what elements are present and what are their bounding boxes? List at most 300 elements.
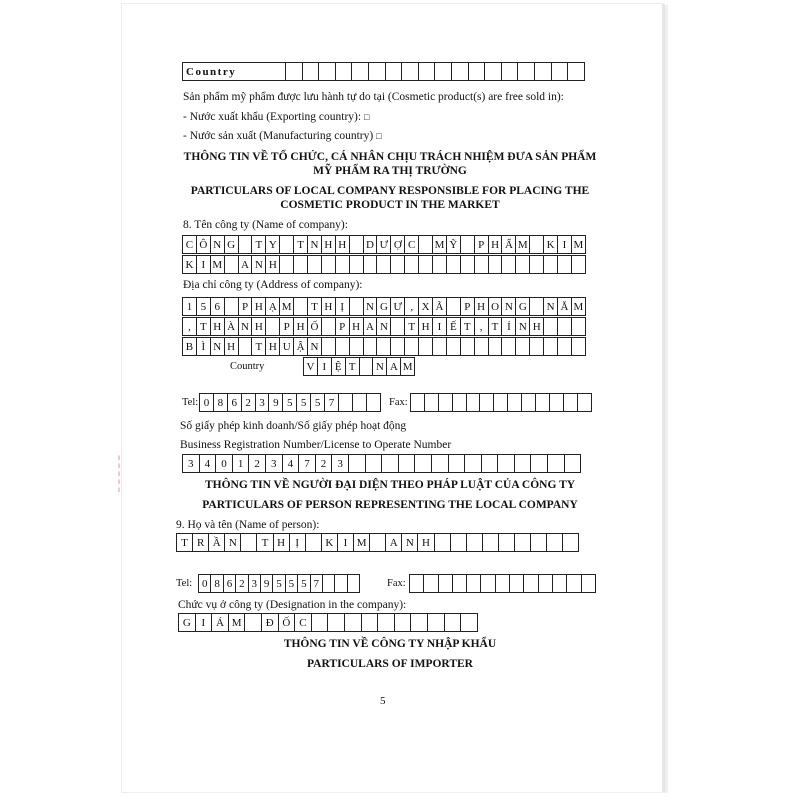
char-box[interactable]: Đ [261,613,279,632]
char-box[interactable]: 7 [310,574,323,593]
char-box[interactable] [529,337,544,356]
char-box[interactable]: H [335,235,350,254]
char-box[interactable] [414,454,432,473]
char-box[interactable]: N [210,337,225,356]
char-box[interactable] [434,62,452,81]
char-box[interactable]: C [182,235,197,254]
char-box[interactable] [495,574,510,593]
char-box[interactable]: H [251,297,266,316]
char-box[interactable]: 8 [213,393,228,412]
char-box[interactable]: Ẩ [501,235,516,254]
char-box[interactable] [551,62,569,81]
char-box[interactable]: 2 [315,454,333,473]
char-box[interactable]: B [182,337,197,356]
char-box[interactable]: M [228,613,246,632]
char-box[interactable] [452,393,467,412]
char-box[interactable] [368,62,386,81]
char-box[interactable]: N [363,297,378,316]
char-box[interactable] [404,337,419,356]
char-box[interactable]: Ã [432,297,447,316]
char-box[interactable] [534,62,552,81]
char-box[interactable]: , [474,317,489,336]
char-box[interactable] [567,62,585,81]
char-box[interactable]: A [385,533,402,552]
char-box[interactable]: 6 [210,297,225,316]
char-box[interactable] [460,255,475,274]
char-box[interactable] [363,255,378,274]
char-box[interactable] [563,393,578,412]
exporting-country-checkbox[interactable]: □ [363,112,370,122]
char-box[interactable] [335,337,350,356]
char-box[interactable] [224,297,239,316]
company-tel-label: Tel: [182,397,199,408]
char-box[interactable] [352,393,367,412]
char-box[interactable]: 1 [182,297,197,316]
char-box[interactable] [307,255,322,274]
heading-importer-vn: THÔNG TIN VỀ CÔNG TY NHẬP KHẨU [283,638,497,650]
char-box[interactable] [427,613,445,632]
char-box[interactable] [493,393,508,412]
char-box[interactable]: I [196,255,211,274]
char-box[interactable]: H [321,235,336,254]
char-box[interactable]: I [432,317,447,336]
char-box[interactable]: I [557,235,572,254]
char-box[interactable] [377,613,395,632]
char-box[interactable] [446,297,461,316]
char-box[interactable]: K [321,533,338,552]
char-box[interactable]: T [307,297,322,316]
char-box[interactable]: Ỹ [446,235,461,254]
char-box[interactable]: 5 [196,297,211,316]
char-box[interactable]: N [515,317,530,336]
char-box[interactable]: K [543,235,558,254]
char-box[interactable]: Ì [196,337,211,356]
char-box[interactable] [438,393,453,412]
char-box[interactable] [514,533,531,552]
char-box[interactable] [546,533,563,552]
char-box[interactable]: P [335,317,350,336]
char-box[interactable]: 5 [272,574,285,593]
char-box[interactable] [318,62,336,81]
char-box[interactable]: O [488,297,503,316]
char-box[interactable]: 5 [296,393,311,412]
char-box[interactable] [418,337,433,356]
char-box[interactable] [418,62,436,81]
char-box[interactable]: , [404,297,419,316]
char-box[interactable] [404,255,419,274]
char-box[interactable] [359,357,374,376]
char-box[interactable]: H [349,317,364,336]
char-box[interactable] [501,337,516,356]
char-box[interactable] [381,454,399,473]
char-box[interactable] [451,62,469,81]
char-box[interactable] [335,62,353,81]
char-box[interactable]: H [273,533,290,552]
char-box[interactable]: 6 [227,393,242,412]
char-box[interactable]: M [279,297,294,316]
char-box[interactable]: H [265,337,280,356]
char-box[interactable]: M [515,235,530,254]
char-box[interactable]: Ố [278,613,296,632]
char-box[interactable] [265,317,280,336]
char-box[interactable] [410,613,428,632]
char-box[interactable]: A [238,255,253,274]
char-box[interactable] [327,613,345,632]
char-box[interactable]: H [224,337,239,356]
char-box[interactable] [366,393,381,412]
char-box[interactable] [244,613,262,632]
char-box[interactable]: 3 [255,393,270,412]
char-box[interactable] [305,533,322,552]
char-box[interactable] [385,62,403,81]
char-box[interactable] [515,337,530,356]
char-box[interactable] [482,533,499,552]
char-box[interactable] [349,297,364,316]
char-box[interactable] [529,255,544,274]
char-box[interactable] [347,574,360,593]
char-box[interactable] [557,317,572,336]
char-box[interactable]: N [372,357,387,376]
char-box[interactable] [517,62,535,81]
char-box[interactable] [514,454,532,473]
char-box[interactable] [446,337,461,356]
char-box[interactable] [488,337,503,356]
char-box[interactable] [361,613,379,632]
char-box[interactable] [543,337,558,356]
char-box[interactable]: 1 [232,454,250,473]
char-box[interactable]: X [418,297,433,316]
char-box[interactable] [466,574,481,593]
char-box[interactable] [349,337,364,356]
char-box[interactable]: 0 [199,393,214,412]
char-box[interactable]: C [294,613,312,632]
char-box[interactable] [460,235,475,254]
manufacturing-country-checkbox[interactable]: □ [376,131,382,141]
char-box[interactable]: T [256,533,273,552]
char-box[interactable] [322,574,335,593]
char-box[interactable]: I [317,357,332,376]
char-box[interactable] [335,255,350,274]
char-box[interactable] [571,337,586,356]
char-box[interactable] [581,574,596,593]
char-box[interactable]: N [501,297,516,316]
char-box[interactable] [547,454,565,473]
char-box[interactable]: 3 [248,574,261,593]
char-box[interactable]: M [571,297,586,316]
char-box[interactable]: G [224,235,239,254]
char-box[interactable]: À [224,317,239,336]
char-box[interactable]: Ậ [293,337,308,356]
char-box[interactable] [418,235,433,254]
char-box[interactable]: 2 [235,574,248,593]
char-box[interactable] [474,337,489,356]
char-box[interactable]: 4 [199,454,217,473]
char-box[interactable]: A [363,317,378,336]
char-box[interactable]: Y [265,235,280,254]
char-box[interactable]: 3 [182,454,200,473]
char-box[interactable]: Ỉ [501,317,516,336]
char-box[interactable]: N [238,317,253,336]
char-box[interactable]: I [337,533,354,552]
char-box[interactable] [390,255,405,274]
char-box[interactable] [466,393,481,412]
char-box[interactable]: Ị [335,297,350,316]
char-box[interactable] [285,62,303,81]
char-box[interactable]: A [386,357,401,376]
char-box[interactable]: Á [211,613,229,632]
char-box[interactable] [549,393,564,412]
char-box[interactable] [321,317,336,336]
char-box[interactable] [321,255,336,274]
char-box[interactable]: N [251,255,266,274]
char-box[interactable] [224,255,239,274]
char-box[interactable]: R [192,533,209,552]
char-box[interactable] [390,337,405,356]
char-box[interactable]: H [418,317,433,336]
char-box[interactable] [448,454,466,473]
char-box[interactable]: 0 [198,574,211,593]
char-box[interactable] [562,533,579,552]
char-box[interactable] [434,533,451,552]
char-box[interactable]: M [571,235,586,254]
char-box[interactable]: Ă [557,297,572,316]
char-box[interactable] [438,574,453,593]
char-box[interactable] [293,255,308,274]
char-box[interactable]: H [529,317,544,336]
char-box[interactable] [344,613,362,632]
char-box[interactable]: V [303,357,318,376]
char-box[interactable]: P [474,235,489,254]
char-box[interactable] [401,62,419,81]
char-box[interactable] [410,393,425,412]
char-box[interactable] [398,454,416,473]
char-box[interactable]: M [432,235,447,254]
char-box[interactable] [238,235,253,254]
char-box[interactable]: K [182,255,197,274]
char-box[interactable]: N [401,533,418,552]
char-box[interactable] [365,454,383,473]
char-box[interactable]: U [279,337,294,356]
char-box[interactable]: 6 [223,574,236,593]
char-box[interactable]: 3 [265,454,283,473]
char-box[interactable]: Ị [289,533,306,552]
char-box[interactable] [488,255,503,274]
char-box[interactable] [390,317,405,336]
char-box[interactable] [238,337,253,356]
char-box[interactable]: T [251,337,266,356]
char-box[interactable]: 5 [310,393,325,412]
char-box[interactable]: H [265,255,280,274]
char-box[interactable] [552,574,567,593]
char-box[interactable]: N [210,235,225,254]
char-box[interactable]: T [404,317,419,336]
char-box[interactable] [571,255,586,274]
char-box[interactable] [348,454,366,473]
char-box[interactable]: Ư [376,235,391,254]
char-box[interactable] [523,574,538,593]
char-box[interactable] [577,393,592,412]
char-box[interactable]: 4 [282,454,300,473]
char-box[interactable]: G [376,297,391,316]
char-box[interactable] [466,533,483,552]
char-box[interactable] [481,454,499,473]
char-box[interactable] [334,574,347,593]
person-fax-field [387,574,595,593]
char-box[interactable]: D [363,235,378,254]
char-box[interactable]: P [460,297,475,316]
char-box[interactable] [240,533,257,552]
char-box[interactable]: 5 [282,393,297,412]
char-box[interactable]: Ô [196,235,211,254]
char-box[interactable] [474,255,489,274]
char-box[interactable]: H [488,235,503,254]
char-box[interactable]: Ư [390,297,405,316]
char-box[interactable] [530,533,547,552]
char-box[interactable]: 5 [285,574,298,593]
char-box[interactable]: M [400,357,415,376]
char-box[interactable] [450,533,467,552]
char-box[interactable]: T [293,235,308,254]
char-box[interactable]: Ợ [390,235,405,254]
char-box[interactable] [460,337,475,356]
char-box[interactable] [279,235,294,254]
char-box[interactable] [557,255,572,274]
char-box[interactable] [566,574,581,593]
char-box[interactable]: , [182,317,197,336]
char-box[interactable] [424,393,439,412]
char-box[interactable] [423,574,438,593]
char-box[interactable] [521,393,536,412]
manufacturing-country-label: - Nước sản xuất (Manufacturing country) □ [183,130,382,142]
char-box[interactable]: Ầ [208,533,225,552]
char-box[interactable]: H [210,317,225,336]
char-box[interactable] [515,255,530,274]
char-box[interactable] [302,62,320,81]
char-box[interactable] [529,235,544,254]
char-box[interactable]: 2 [241,393,256,412]
designation-field [178,613,477,632]
char-box[interactable]: P [279,317,294,336]
char-box[interactable] [432,337,447,356]
char-box[interactable]: 7 [298,454,316,473]
char-box[interactable]: 9 [260,574,273,593]
char-box[interactable] [279,255,294,274]
char-box[interactable] [529,297,544,316]
char-box[interactable] [418,255,433,274]
char-box[interactable]: M [210,255,225,274]
char-box[interactable] [535,393,550,412]
char-box[interactable]: 9 [268,393,283,412]
char-box[interactable]: Ố [307,317,322,336]
company-address-label: Địa chỉ công ty (Address of company): [183,279,363,291]
char-box[interactable] [484,62,502,81]
char-box[interactable] [369,533,386,552]
char-box[interactable] [293,297,308,316]
char-box[interactable]: N [543,297,558,316]
char-box[interactable] [338,393,353,412]
char-box[interactable] [538,574,553,593]
char-box[interactable]: 8 [210,574,223,593]
char-box[interactable]: T [176,533,193,552]
char-box[interactable] [376,337,391,356]
char-box[interactable]: 2 [248,454,266,473]
char-box[interactable] [349,255,364,274]
char-box[interactable] [509,574,524,593]
char-box[interactable]: I [195,613,213,632]
char-box[interactable] [394,613,412,632]
char-box[interactable] [480,574,495,593]
char-box[interactable]: H [474,297,489,316]
char-box[interactable]: 3 [331,454,349,473]
char-box[interactable]: Ệ [331,357,346,376]
char-box[interactable] [557,337,572,356]
char-box[interactable] [460,613,478,632]
char-box[interactable]: 7 [324,393,339,412]
char-box[interactable] [501,62,519,81]
char-box[interactable] [468,62,486,81]
char-box[interactable] [571,317,586,336]
char-box[interactable]: T [345,357,360,376]
char-box[interactable] [351,62,369,81]
char-box[interactable]: T [488,317,503,336]
char-box[interactable] [464,454,482,473]
char-box[interactable]: N [224,533,241,552]
char-box[interactable] [452,574,467,593]
char-box[interactable] [497,454,515,473]
char-box[interactable] [311,613,329,632]
char-box[interactable]: N [307,337,322,356]
char-box[interactable]: H [321,297,336,316]
char-box[interactable]: H [251,317,266,336]
char-box[interactable] [432,255,447,274]
char-box[interactable]: N [376,317,391,336]
char-box[interactable]: T [251,235,266,254]
char-box[interactable] [564,454,582,473]
char-box[interactable]: 5 [297,574,310,593]
char-box[interactable]: C [404,235,419,254]
char-box[interactable] [479,393,494,412]
char-box[interactable] [530,454,548,473]
char-box[interactable]: G [515,297,530,316]
char-box[interactable] [444,613,462,632]
char-box[interactable] [543,255,558,274]
char-box[interactable] [501,255,516,274]
char-box[interactable] [321,337,336,356]
char-box[interactable]: H [417,533,434,552]
char-box[interactable]: 0 [215,454,233,473]
char-box[interactable]: Ạ [265,297,280,316]
char-box[interactable]: G [178,613,196,632]
char-box[interactable] [543,317,558,336]
page-number: 5 [380,695,386,707]
char-box[interactable] [409,574,424,593]
char-box[interactable]: M [353,533,370,552]
char-box[interactable] [446,255,461,274]
char-box[interactable]: N [307,235,322,254]
grid-row [182,317,585,336]
char-box[interactable] [431,454,449,473]
char-box[interactable]: T [460,317,475,336]
char-box[interactable] [363,337,378,356]
char-box[interactable] [507,393,522,412]
char-box[interactable]: T [196,317,211,336]
char-box[interactable]: Ế [446,317,461,336]
char-box[interactable]: P [238,297,253,316]
char-box[interactable]: H [293,317,308,336]
char-box[interactable] [349,235,364,254]
char-box[interactable] [376,255,391,274]
char-box[interactable] [498,533,515,552]
